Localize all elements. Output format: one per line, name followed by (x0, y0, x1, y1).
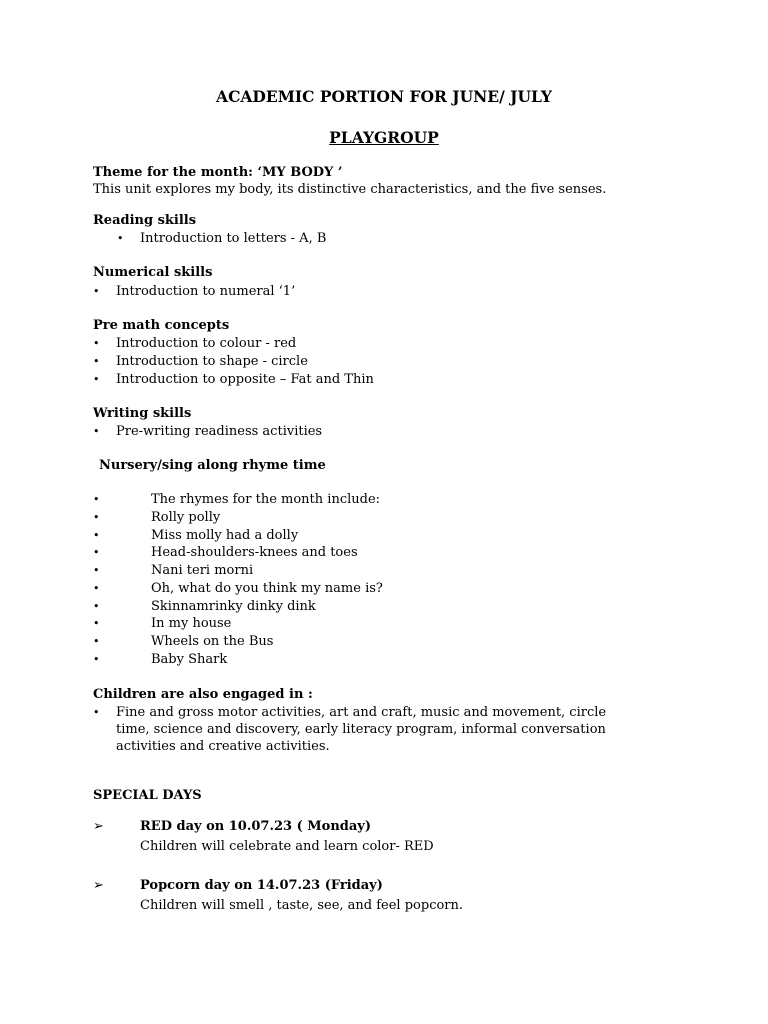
bullet-icon: • (93, 355, 100, 368)
premath-heading: Pre math concepts (93, 318, 230, 333)
bullet-icon: • (93, 600, 100, 613)
bullet-icon: • (93, 653, 100, 666)
premath-item: Introduction to colour - red (116, 336, 297, 351)
rhyme-item: Nani teri morni (151, 563, 254, 578)
rhyme-item: Miss molly had a dolly (151, 528, 299, 543)
rhyme-item: Baby Shark (151, 652, 228, 667)
theme-heading: Theme for the month: ‘MY BODY ’ (93, 165, 343, 180)
special-days-heading: SPECIAL DAYS (93, 788, 202, 803)
rhyme-item: Head-shoulders-knees and toes (151, 545, 358, 560)
special-day-title: Popcorn day on 14.07.23 (Friday) (140, 878, 383, 893)
engaged-heading: Children are also engaged in : (93, 687, 313, 702)
bullet-icon: • (93, 529, 100, 542)
rhyme-item: Skinnamrinky dinky dink (151, 599, 316, 614)
bullet-icon: • (117, 232, 124, 245)
page-subtitle: PLAYGROUP (329, 128, 439, 147)
numerical-heading: Numerical skills (93, 265, 213, 280)
bullet-icon: • (93, 493, 100, 506)
engaged-line: activities and creative activities. (116, 739, 330, 754)
writing-heading: Writing skills (93, 406, 192, 421)
bullet-icon: • (93, 511, 100, 524)
special-day-title: RED day on 10.07.23 ( Monday) (140, 819, 372, 834)
rhyme-item: The rhymes for the month include: (151, 492, 381, 507)
reading-item: Introduction to letters - A, B (140, 231, 327, 246)
bullet-icon: • (93, 582, 100, 595)
reading-heading: Reading skills (93, 213, 197, 228)
engaged-line: Fine and gross motor activities, art and craft, music and movement, circle (116, 705, 607, 720)
arrow-bullet-icon: ➢ (93, 878, 104, 893)
bullet-icon: • (93, 617, 100, 630)
bullet-icon: • (93, 546, 100, 559)
writing-item: Pre-writing readiness activities (116, 424, 323, 439)
rhyme-item: In my house (151, 616, 232, 631)
premath-item: Introduction to opposite – Fat and Thin (116, 372, 374, 387)
bullet-icon: • (93, 706, 100, 719)
arrow-bullet-icon: ➢ (93, 819, 104, 834)
bullet-icon: • (93, 337, 100, 350)
special-day-desc: Children will smell , taste, see, and feel popcorn. (140, 898, 464, 913)
numerical-item: Introduction to numeral ‘1’ (116, 284, 296, 299)
bullet-icon: • (93, 564, 100, 577)
page-title: ACADEMIC PORTION FOR JUNE/ JULY (216, 87, 552, 106)
rhyme-item: Wheels on the Bus (151, 634, 274, 649)
engaged-line: time, science and discovery, early literacy program, informal conversation (116, 722, 606, 737)
bullet-icon: • (93, 425, 100, 438)
rhyme-heading: Nursery/sing along rhyme time (99, 458, 326, 473)
theme-description: This unit explores my body, its distinctive characteristics, and the five senses. (93, 182, 607, 197)
special-day-desc: Children will celebrate and learn color- RED (140, 839, 434, 854)
rhyme-item: Rolly polly (151, 510, 221, 525)
bullet-icon: • (93, 373, 100, 386)
premath-item: Introduction to shape - circle (116, 354, 308, 369)
rhyme-item: Oh, what do you think my name is? (151, 581, 383, 596)
bullet-icon: • (93, 285, 100, 298)
bullet-icon: • (93, 635, 100, 648)
